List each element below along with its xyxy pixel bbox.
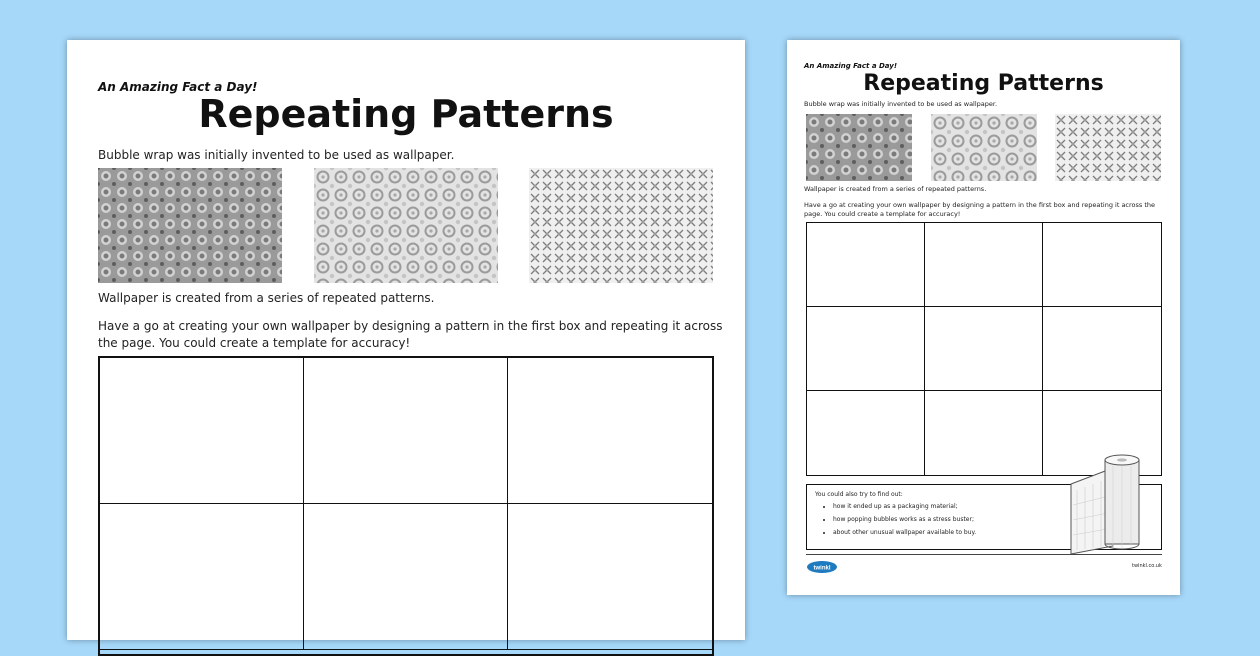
- worksheet-kicker: An Amazing Fact a Day!: [98, 80, 258, 94]
- list-item: • how popping bubbles works as a stress buster;: [833, 516, 1153, 523]
- design-box: [304, 504, 508, 650]
- design-box: [925, 223, 1043, 307]
- pattern-swatch-cross: [1055, 114, 1161, 181]
- pattern-swatch-cross: [529, 168, 713, 283]
- worksheet-title: Repeating Patterns: [198, 92, 614, 136]
- design-box: [807, 391, 925, 475]
- design-box: [925, 307, 1043, 391]
- logo-text: twinkl: [813, 565, 831, 572]
- instructions-text: Have a go at creating your own wallpaper by designing a pattern in the first box and repeating it across the page. You could create a template for accuracy!: [98, 319, 723, 350]
- design-box: [807, 307, 925, 391]
- fact-text: Bubble wrap was initially invented to be used as wallpaper.: [98, 148, 455, 162]
- pattern-description: Wallpaper is created from a series of repeated patterns.: [98, 291, 435, 305]
- worksheet-small: [787, 40, 1180, 595]
- pattern-swatch-light: [314, 168, 498, 283]
- pattern-swatch-dark: [806, 114, 912, 181]
- design-box: [304, 358, 508, 504]
- design-box: [100, 358, 304, 504]
- twinkl-logo: [806, 560, 838, 574]
- worksheet-kicker: An Amazing Fact a Day!: [804, 62, 898, 70]
- design-box: [925, 391, 1043, 475]
- instructions-text: Have a go at creating your own wallpaper by designing a pattern in the first box and repeating it across the page. You could create a template for accuracy!: [804, 201, 1156, 218]
- pattern-swatch-dark: [98, 168, 282, 283]
- design-box: [100, 504, 304, 650]
- bubble-wrap-roll-icon: [1061, 450, 1151, 556]
- design-box: [508, 358, 712, 504]
- worksheet-title: Repeating Patterns: [863, 71, 1104, 96]
- find-out-lead: You could also try to find out:: [815, 491, 903, 498]
- fact-text: Bubble wrap was initially invented to be used as wallpaper.: [804, 100, 998, 108]
- list-item: • how it ended up as a packaging material;: [833, 503, 1153, 510]
- worksheet-large: [67, 40, 745, 640]
- pattern-swatch-light: [931, 114, 1037, 181]
- site-url: twinkl.co.uk: [1132, 563, 1162, 569]
- pattern-description: Wallpaper is created from a series of repeated patterns.: [804, 185, 987, 193]
- design-grid: [806, 222, 1162, 476]
- design-box: [807, 223, 925, 307]
- design-box: [508, 504, 712, 650]
- design-box: [1043, 307, 1161, 391]
- list-item: • about other unusual wallpaper available to buy.: [833, 529, 1153, 536]
- design-grid: [98, 356, 714, 656]
- footer-divider: [806, 554, 1162, 555]
- design-box: [1043, 223, 1161, 307]
